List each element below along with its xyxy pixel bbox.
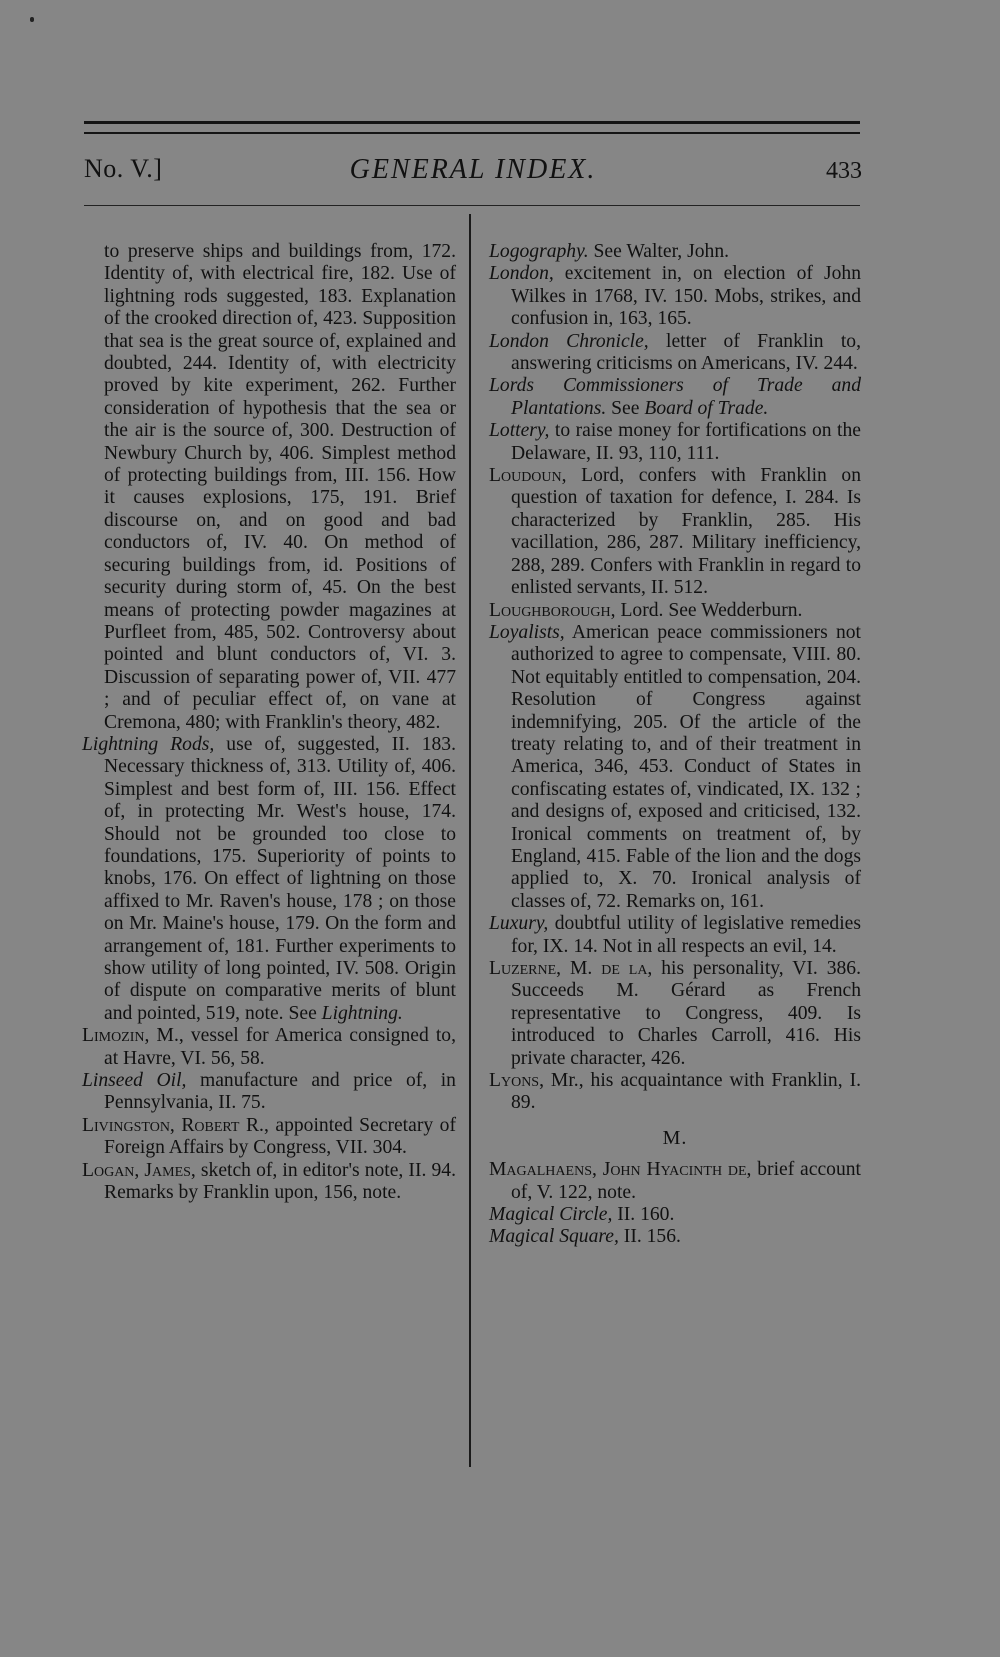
entry-see-reference: Board of Trade.	[644, 397, 769, 419]
index-entry-loughborough	[489, 600, 861, 622]
index-entry-limozin	[82, 1025, 456, 1070]
entry-text: use of, suggested, II. 183. Necessary thickness of, 313. Utility of, 406. Simplest and best form of, III. 156. Effect of, in protecting Mr. West's house, 174. Should not be grounded too close to foundations, 175. Superiority of points to knobs, 176. On effect of lightning on those affixed to Mr. Raven's house, 178 ; on those on Mr. Maine's house, 179. On the form and arrangement of, 181. Further experiments to show utility of long pointed, IV. 508. Origin of dispute on comparative merits of blunt and pointed, 519, note. See	[104, 733, 456, 1024]
entry-headword: London Chronicle,	[489, 330, 649, 352]
index-entry-logan	[82, 1160, 456, 1205]
entry-text: See Walter, John.	[588, 241, 730, 262]
column-divider	[469, 214, 471, 1467]
entry-headword: Linseed Oil,	[82, 1070, 187, 1092]
page-title: GENERAL INDEX.	[349, 154, 597, 185]
index-entry-london	[489, 263, 861, 330]
entry-see-reference: Lightning.	[321, 1002, 403, 1024]
issue-label: No. V.]	[84, 154, 163, 183]
lightning-continuation: to preserve ships and buildings from, 172. Identity of, with electrical fire, 182. Use of lightning rods suggested, 183. Explanation of the crooked direction of, 423. Supposition that sea is the great source of, explained and doubted, 244. Identity of, with electricity proved by kite experiment, 262. Further consideration of hypothesis that the sea or the air is the source of, 300. Destruction of Newbury Church by, 406. Simplest method of protecting buildings from, III. 156. How it causes explosions, 175, 191. Brief discourse on, and on good and bad conductors of, IV. 40. On method of securing buildings from, id. Positions of security during storm of, 45. On the best means of protecting powder magazines at Purfleet from, 485, 502. Controversy about pointed and blunt conductors of, VI. 3. Discussion of separating power of, VII. 477 ; and of peculiar effect of, on vane at Cremona, 480; with Franklin's theory, 482.	[104, 241, 456, 733]
index-entry-loudoun	[489, 465, 861, 599]
entry-text: American peace commissioners not authorized to agree to compensate, VIII. 80. Not equitably entitled to compensation, 204. Resolution of Congress against indemnifying, 205. Of the article of the treaty relating to, and of their treatment in America, 346, 453. Conduct of States in confiscating estates of, vindicated, IX. 132 ; and designs of, exposed and criticised, 132. Ironical comments on treatment of, by England, 415. Fable of the lion and the dogs applied to, X. 70. Ironical analysis of classes of, 72. Remarks on, 161.	[511, 621, 861, 912]
index-entry-lottery	[489, 420, 861, 465]
entry-text: Mr., his acquaintance with Franklin, I. 89.	[511, 1070, 861, 1114]
ink-speck	[30, 17, 34, 22]
entry-headword: London,	[489, 263, 554, 285]
entry-headword: Lottery,	[489, 420, 550, 442]
page-number: 433	[826, 158, 862, 184]
entry-text: to raise money for fortifications on the Delaware, II. 93, 110, 111.	[511, 420, 861, 464]
top-rule-thick	[84, 121, 860, 124]
entry-text: II. 156.	[618, 1226, 681, 1248]
entry-text: II. 160.	[612, 1204, 675, 1226]
entry-text: See	[606, 397, 645, 419]
entry-text: manufacture and price of, in Pennsylvania, II. 75.	[104, 1070, 456, 1114]
index-entry-london-chronicle	[489, 331, 861, 376]
running-header	[84, 150, 862, 194]
entry-headword: Loudoun,	[489, 465, 567, 487]
entry-text: his personality, VI. 386. Succeeds M. Gérard as French representative to Congress, 409. Is introduced to Charles Carroll, 416. His private character, 426.	[511, 958, 861, 1069]
entry-headword: Lightning Rods,	[82, 733, 215, 755]
entry-headword: Lyons,	[489, 1070, 544, 1092]
index-entry-logography	[489, 241, 861, 263]
entry-headword: Loughborough,	[489, 599, 616, 621]
right-column	[489, 241, 861, 1249]
index-entry-lyons	[489, 1070, 861, 1115]
entry-text: sketch of, in editor's note, II. 94. Remarks by Franklin upon, 156, note.	[104, 1159, 456, 1204]
index-entry-lords-commissioners	[489, 375, 861, 420]
left-column	[82, 241, 456, 1204]
entry-text: vessel for America consigned to, at Havre, VI. 56, 58.	[104, 1025, 456, 1069]
index-entry-magical-square	[489, 1226, 861, 1248]
entry-headword: Magalhaens, John Hyacinth de,	[489, 1159, 752, 1181]
top-rule-thin	[84, 132, 860, 134]
entry-headword: Logan, James,	[82, 1159, 196, 1181]
index-entry-livingston	[82, 1115, 456, 1160]
entry-text: appointed Secretary of Foreign Affairs by Congress, VII. 304.	[104, 1114, 456, 1159]
index-entry-magical-circle	[489, 1204, 861, 1226]
entry-headword: Magical Square,	[489, 1226, 619, 1248]
entry-text: letter of Franklin to, answering criticisms on Americans, IV. 244.	[511, 330, 861, 375]
index-entry-luzerne	[489, 958, 861, 1070]
entry-text: excitement in, on election of John Wilkes in 1768, IV. 150. Mobs, strikes, and confusion in, 163, 165.	[511, 263, 861, 330]
entry-headword: Loyalists,	[489, 621, 565, 643]
entry-headword: Logography.	[489, 241, 589, 262]
entry-headword: Magical Circle,	[489, 1204, 613, 1226]
entry-text: Lord. See Wedderburn.	[615, 599, 803, 621]
index-entry-magalhaens	[489, 1159, 861, 1204]
index-entry-linseed-oil	[82, 1070, 456, 1115]
entry-headword: Livingston, Robert R.,	[82, 1114, 269, 1136]
entry-headword: Limozin, M.,	[82, 1025, 184, 1047]
entry-text: Lord, confers with Franklin on question of taxation for defence, I. 284. Is characterized by Franklin, 285. His vacillation, 286, 287. Military inefficiency, 288, 289. Confers with Franklin in regard to enlisted servants, II. 512.	[511, 465, 861, 599]
entry-text: brief account of, V. 122, note.	[511, 1159, 861, 1203]
header-rule	[84, 205, 860, 206]
index-entry-lightning-rods	[82, 734, 456, 1025]
section-letter-heading: M.	[662, 1126, 688, 1149]
index-entry-loyalists	[489, 622, 861, 913]
entry-headword: Lords Commissioners of Trade and Plantations.	[489, 375, 861, 419]
entry-text: doubtful utility of legislative remedies for, IX. 14. Not in all respects an evil, 14.	[511, 913, 861, 957]
entry-headword: Luxury,	[489, 913, 549, 935]
entry-headword: Luzerne, M. de la,	[489, 958, 653, 979]
index-entry-luxury	[489, 913, 861, 958]
